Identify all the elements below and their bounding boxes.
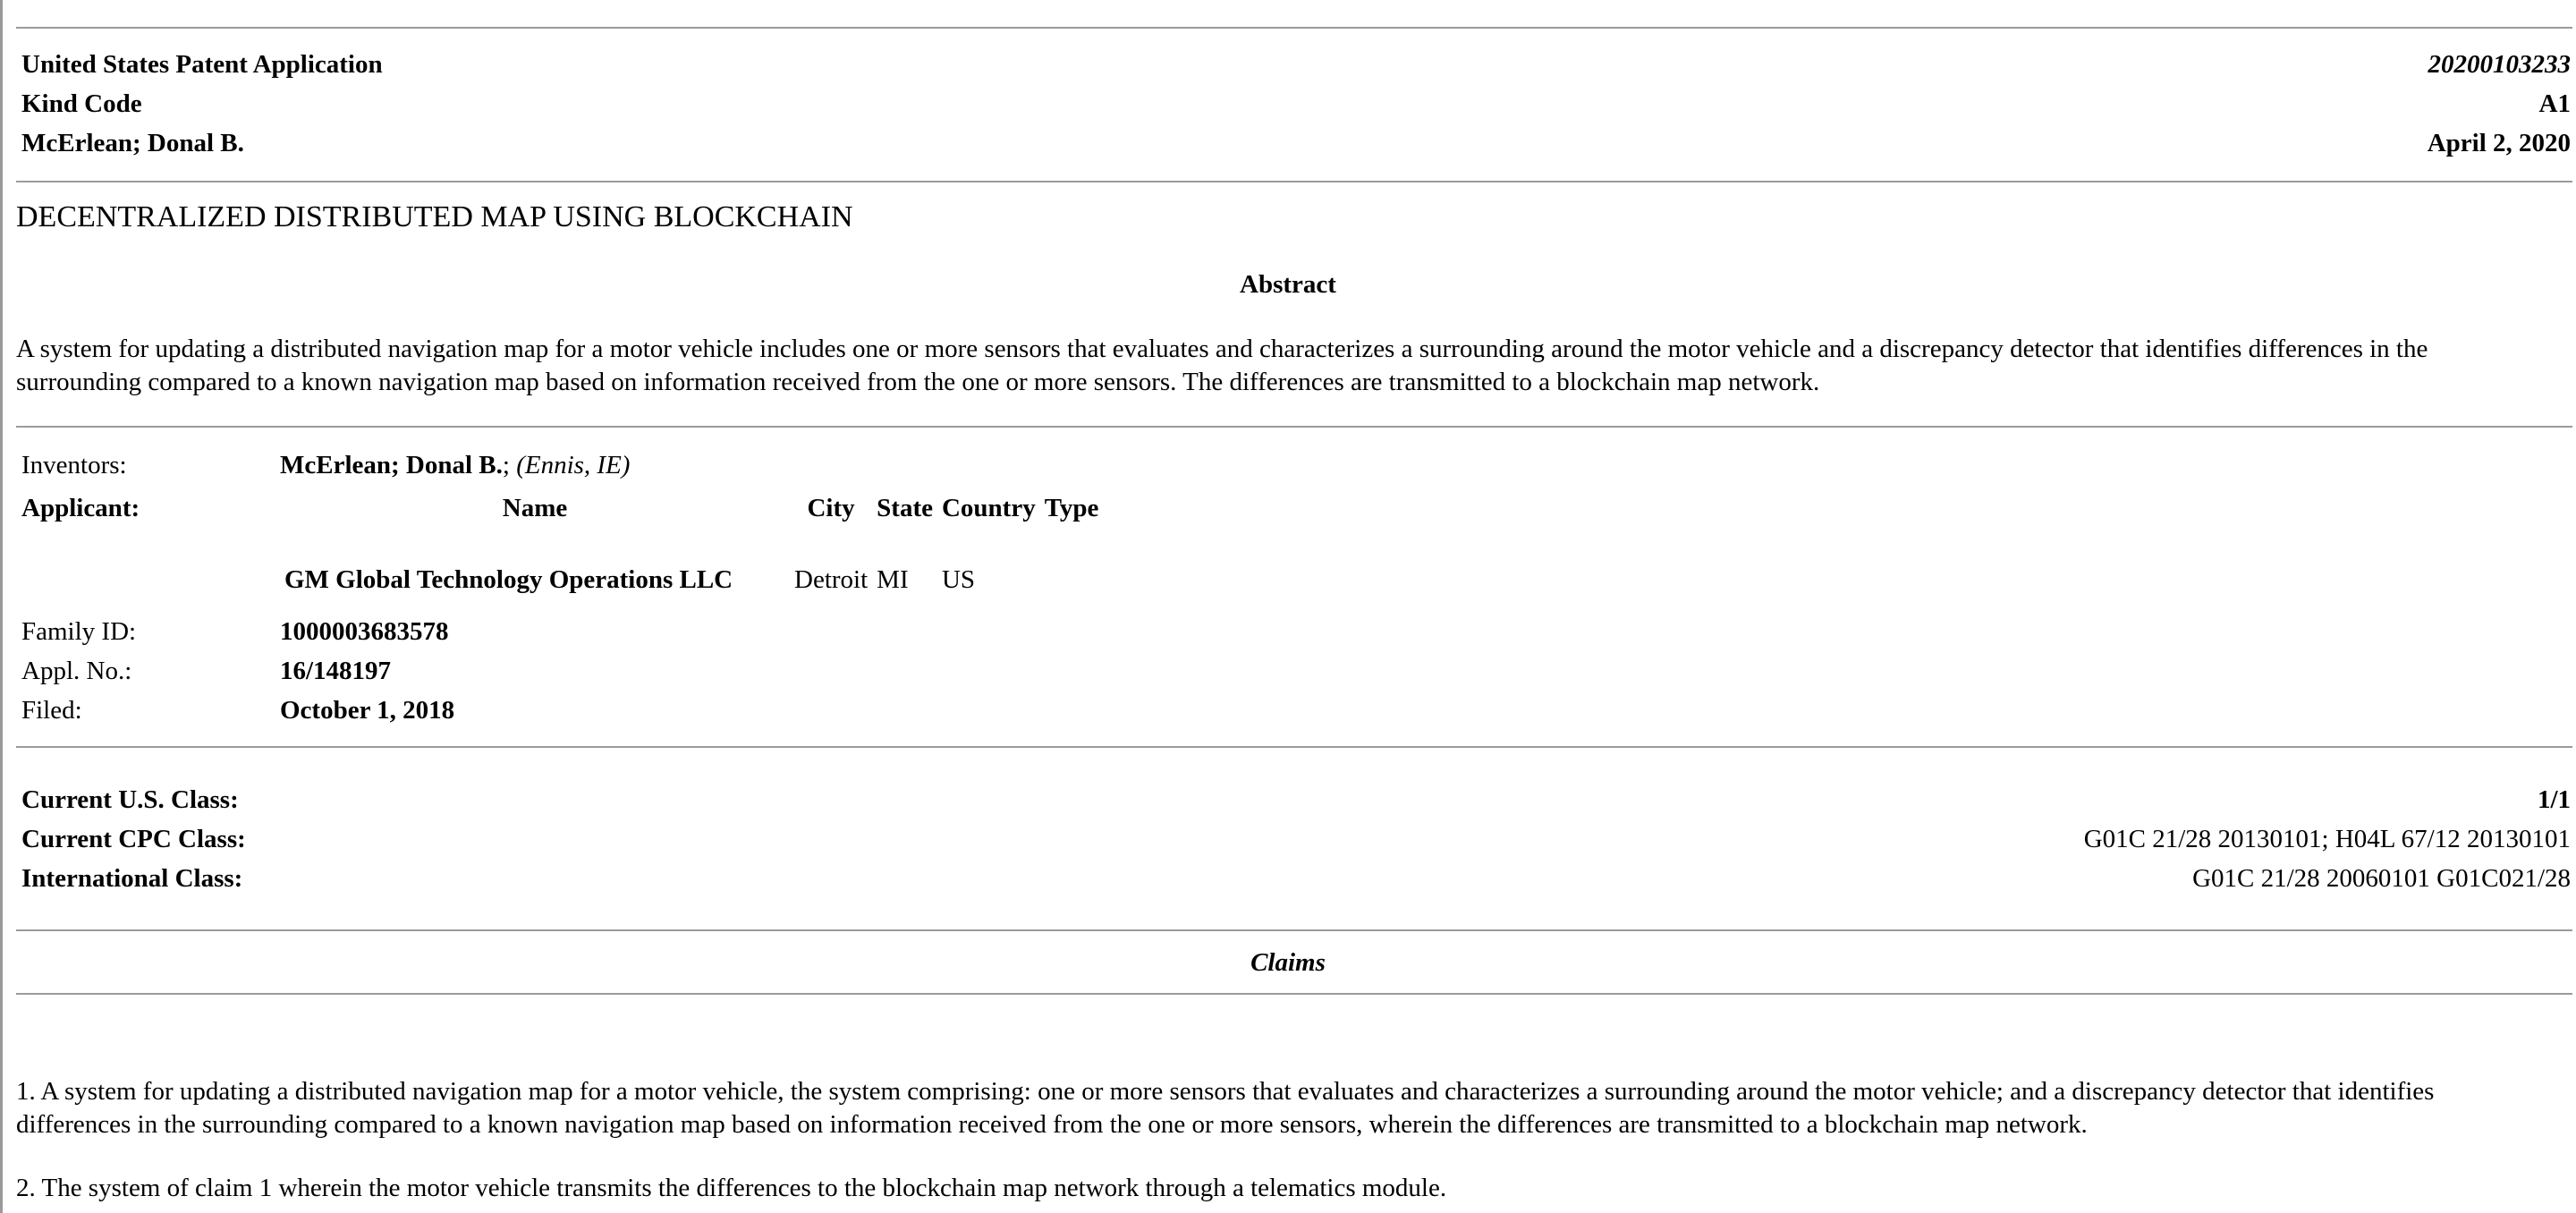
kind-code: A1 bbox=[2538, 89, 2571, 118]
applicant-col-state: State bbox=[877, 494, 933, 522]
applicant-label: Applicant: bbox=[21, 494, 140, 522]
applicant-country: US bbox=[941, 564, 976, 594]
intl-class-value: G01C 21/28 20060101 G01C021/28 bbox=[2192, 864, 2571, 893]
abstract-text: A system for updating a distributed navigation map for a motor vehicle includes one or more sensors that evaluates and characterizes a surrounding around the motor vehicle and a discrepancy detector that identifies differences in the surrounding compared to a known navigation map based on information received from the one or more sensors. The differences are transmitted to a blockchain map network. bbox=[16, 335, 2428, 396]
us-class-label: Current U.S. Class: bbox=[21, 785, 239, 814]
applicant-name: GM Global Technology Operations LLC bbox=[284, 564, 733, 594]
appl-no-label: Appl. No.: bbox=[21, 657, 132, 685]
filed-label: Filed: bbox=[21, 696, 82, 725]
appl-no-value: 16/148197 bbox=[280, 657, 392, 685]
inventor-name: McErlean; Donal B. bbox=[280, 451, 503, 479]
inventors-label: Inventors: bbox=[21, 451, 127, 479]
doc-type: United States Patent Application bbox=[21, 50, 383, 79]
cpc-class-value: G01C 21/28 20130101; H04L 67/12 20130101 bbox=[2083, 825, 2571, 853]
claim-1: 1. A system for updating a distributed navigation map for a motor vehicle, the system comprising: one or more sensors that evaluates and characterizes a surrounding around the motor vehicle; and a discrepancy detector that identifies differences in the surrounding compared to a known navigation map based on information received from the one or more sensors, wherein the differences are transmitted to a blockchain map network. bbox=[16, 1077, 2435, 1139]
inventor-separator: ; bbox=[502, 451, 517, 479]
applicant-col-city: City bbox=[807, 494, 855, 522]
inventors-value bbox=[280, 449, 630, 482]
applicant-col-country: Country bbox=[941, 494, 1036, 522]
abstract-heading: Abstract bbox=[1240, 270, 1336, 299]
kind-code-label: Kind Code bbox=[21, 89, 142, 118]
applicant-table bbox=[280, 492, 1103, 598]
header-left bbox=[21, 48, 383, 166]
family-id-value: 1000003683578 bbox=[280, 617, 449, 646]
inventor-location: (Ennis, IE) bbox=[516, 451, 631, 479]
header-right bbox=[2428, 48, 2571, 166]
biblio-rule bbox=[16, 746, 2572, 748]
claims-rule bbox=[16, 993, 2572, 995]
top-rule bbox=[16, 27, 2572, 29]
us-class-value: 1/1 bbox=[2537, 785, 2571, 814]
applicant-col-type: Type bbox=[1044, 494, 1099, 522]
claims-heading: Claims bbox=[1250, 948, 1326, 977]
cpc-class-label: Current CPC Class: bbox=[21, 825, 246, 853]
left-border bbox=[0, 0, 3, 1213]
publication-date: April 2, 2020 bbox=[2427, 129, 2571, 157]
applicant-col-name: Name bbox=[502, 494, 568, 522]
family-id-label: Family ID: bbox=[21, 617, 137, 646]
patent-title: DECENTRALIZED DISTRIBUTED MAP USING BLOCKCHAIN bbox=[16, 200, 853, 233]
header-inventor: McErlean; Donal B. bbox=[21, 129, 244, 157]
applicant-type bbox=[1040, 562, 1104, 598]
applicant-row bbox=[280, 562, 1103, 598]
applicant-spacer-row bbox=[280, 528, 1103, 562]
intl-class-label: International Class: bbox=[21, 864, 243, 893]
applicant-header-row bbox=[280, 492, 1103, 528]
applicant-state: MI bbox=[877, 564, 909, 594]
filed-value: October 1, 2018 bbox=[280, 696, 455, 725]
claim-2: 2. The system of claim 1 wherein the motor vehicle transmits the differences to the blockchain map network through a telematics module. bbox=[16, 1174, 1447, 1202]
header-rule bbox=[16, 181, 2572, 182]
abstract-rule bbox=[16, 426, 2572, 428]
classes-rule bbox=[16, 929, 2572, 931]
applicant-city: Detroit bbox=[794, 564, 869, 594]
publication-number: 20200103233 bbox=[2428, 50, 2571, 79]
